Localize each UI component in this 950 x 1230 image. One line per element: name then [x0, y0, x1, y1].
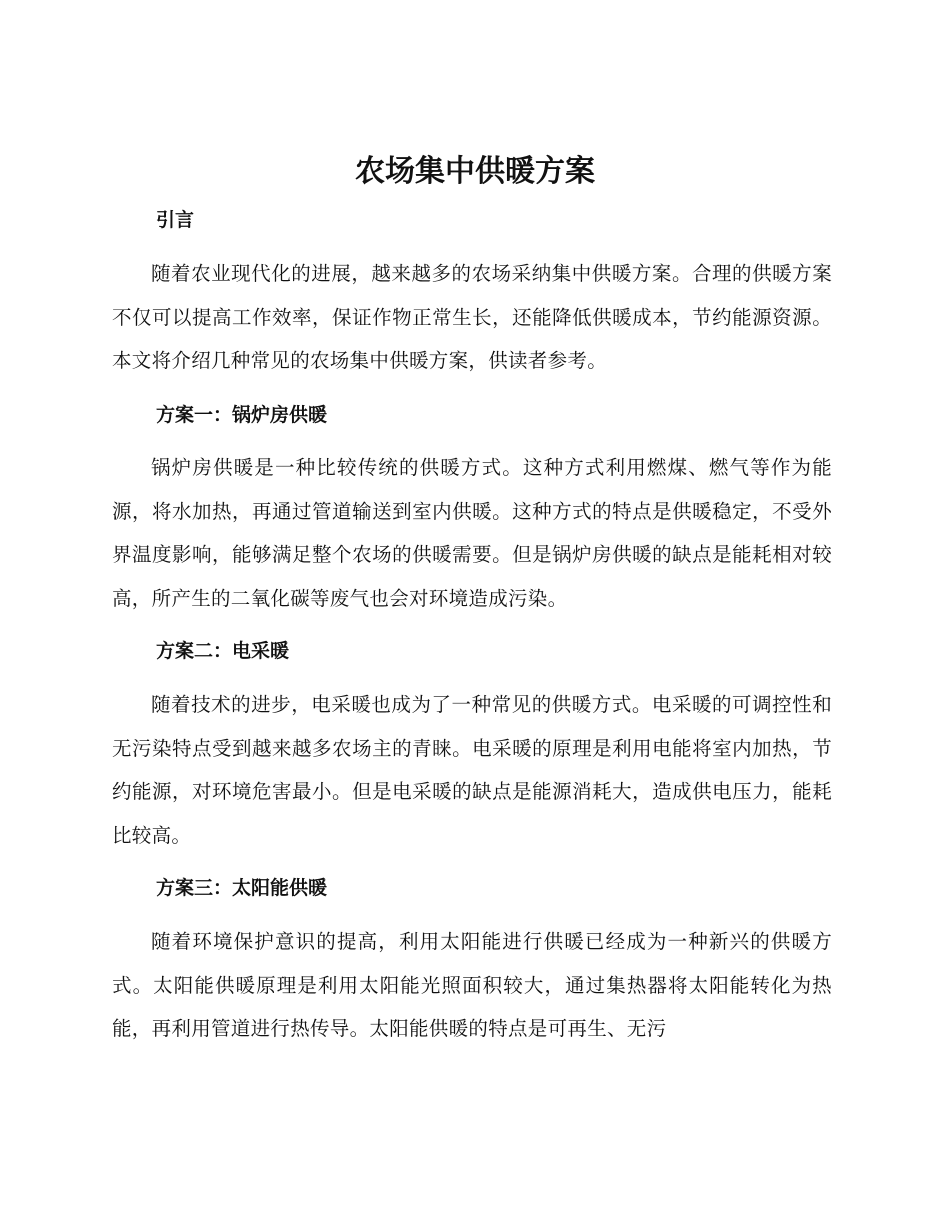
section-paragraph-electric: 随着技术的进步，电采暖也成为了一种常见的供暖方式。电采暖的可调控性和无污染特点受到越来越多农场主的青睐。电采暖的原理是利用电能将室内加热，节约能源，对环境危害最小。但是电采暖的缺点是能源消耗大，造成供电压力，能耗比较高。	[112, 693, 832, 847]
section-heading-electric: 方案二：电采暖	[156, 640, 290, 662]
section-paragraph-boiler: 锅炉房供暖是一种比较传统的供暖方式。这种方式利用燃煤、燃气等作为能源，将水加热，再通过管道输送到室内供暖。这种方式的特点是供暖稳定，不受外界温度影响，能够满足整个农场的供暖需要。但是锅炉房供暖的缺点是能耗相对较高，所产生的二氧化碳等废气也会对环境造成污染。	[112, 456, 832, 610]
document-title: 农场集中供暖方案	[355, 154, 595, 189]
section-paragraph-intro: 随着农业现代化的进展，越来越多的农场采纳集中供暖方案。合理的供暖方案不仅可以提高工作效率，保证作物正常生长，还能降低供暖成本，节约能源资源。本文将介绍几种常见的农场集中供暖方案，供读者参考。	[112, 262, 832, 372]
section-heading-solar: 方案三：太阳能供暖	[156, 877, 328, 899]
section-paragraph-solar: 随着环境保护意识的提高，利用太阳能进行供暖已经成为一种新兴的供暖方式。太阳能供暖原理是利用太阳能光照面积较大，通过集热器将太阳能转化为热能，再利用管道进行热传导。太阳能供暖的特点是可再生、无污	[112, 930, 832, 1040]
section-heading-boiler: 方案一：锅炉房供暖	[156, 404, 328, 426]
section-heading-intro: 引言	[156, 209, 195, 231]
